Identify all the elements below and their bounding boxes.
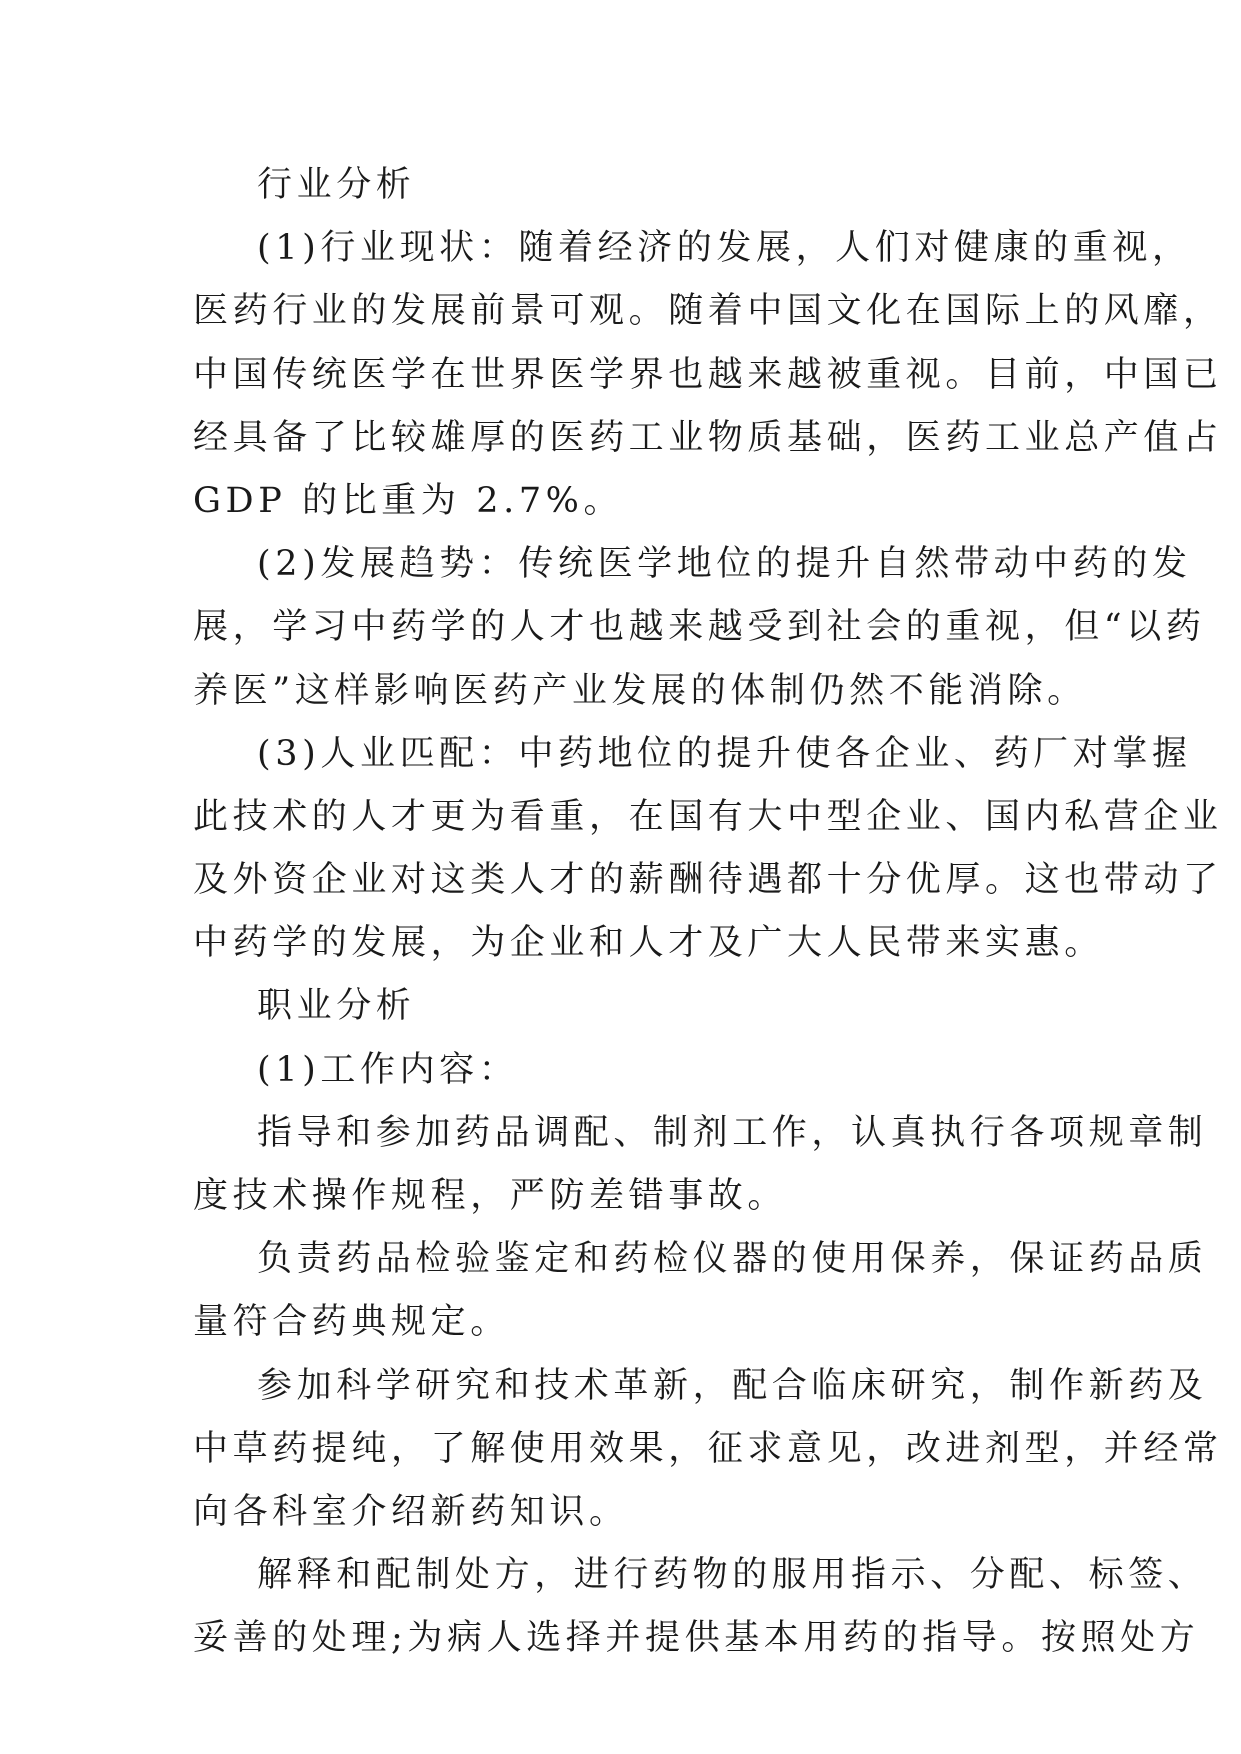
text-line: (1)工作内容：: [257, 1049, 519, 1090]
heading-career-analysis: 职业分析: [257, 986, 416, 1027]
text-line: 养医”这样影响医药产业发展的体制仍然不能消除。: [193, 670, 1087, 711]
text-line: (1)行业现状：随着经济的发展，人们对健康的重视，: [257, 228, 1192, 269]
text-line: 展，学习中药学的人才也越来越受到社会的重视，但“以药: [193, 607, 1206, 648]
text-line: 经具备了比较雄厚的医药工业物质基础，医药工业总产值占: [193, 417, 1223, 458]
text-line: 负责药品检验鉴定和药检仪器的使用保养，保证药品质: [257, 1239, 1208, 1280]
heading-industry-analysis: 行业分析: [257, 165, 416, 205]
text-line: 度技术操作规程，严防差错事故。: [193, 1176, 788, 1216]
text-line: (3)人业匹配：中药地位的提升使各企业、药厂对掌握: [257, 733, 1192, 774]
body-text: [193, 154, 1223, 1671]
text-line: 中草药提纯，了解使用效果，征求意见，改进剂型，并经常: [193, 1428, 1223, 1469]
text-line: 指导和参加药品调配、制剂工作，认真执行各项规章制: [257, 1112, 1208, 1153]
text-line: 中国传统医学在世界医学界也越来越被重视。目前，中国已: [193, 354, 1223, 395]
text-line: 中药学的发展，为企业和人才及广大人民带来实惠。: [193, 923, 1104, 964]
text-line: 参加科学研究和技术革新，配合临床研究，制作新药及: [257, 1365, 1208, 1406]
text-line: (2)发展趋势：传统医学地位的提升自然带动中药的发: [257, 544, 1192, 585]
text-line: 解释和配制处方，进行药物的服用指示、分配、标签、: [257, 1555, 1208, 1596]
text-line: 量符合药典规定。: [193, 1302, 510, 1343]
text-line: 此技术的人才更为看重，在国有大中型企业、国内私营企业: [193, 796, 1223, 837]
text-line: 向各科室介绍新药知识。: [193, 1491, 629, 1532]
text-line: GDP 的比重为 2.7%。: [193, 480, 624, 521]
text-line: 及外资企业对这类人才的薪酬待遇都十分优厚。这也带动了: [193, 860, 1223, 901]
text-line: 妥善的处理;为病人选择并提供基本用药的指导。按照处方: [193, 1618, 1200, 1659]
text-line: 医药行业的发展前景可观。随着中国文化在国际上的风靡，: [193, 291, 1223, 332]
